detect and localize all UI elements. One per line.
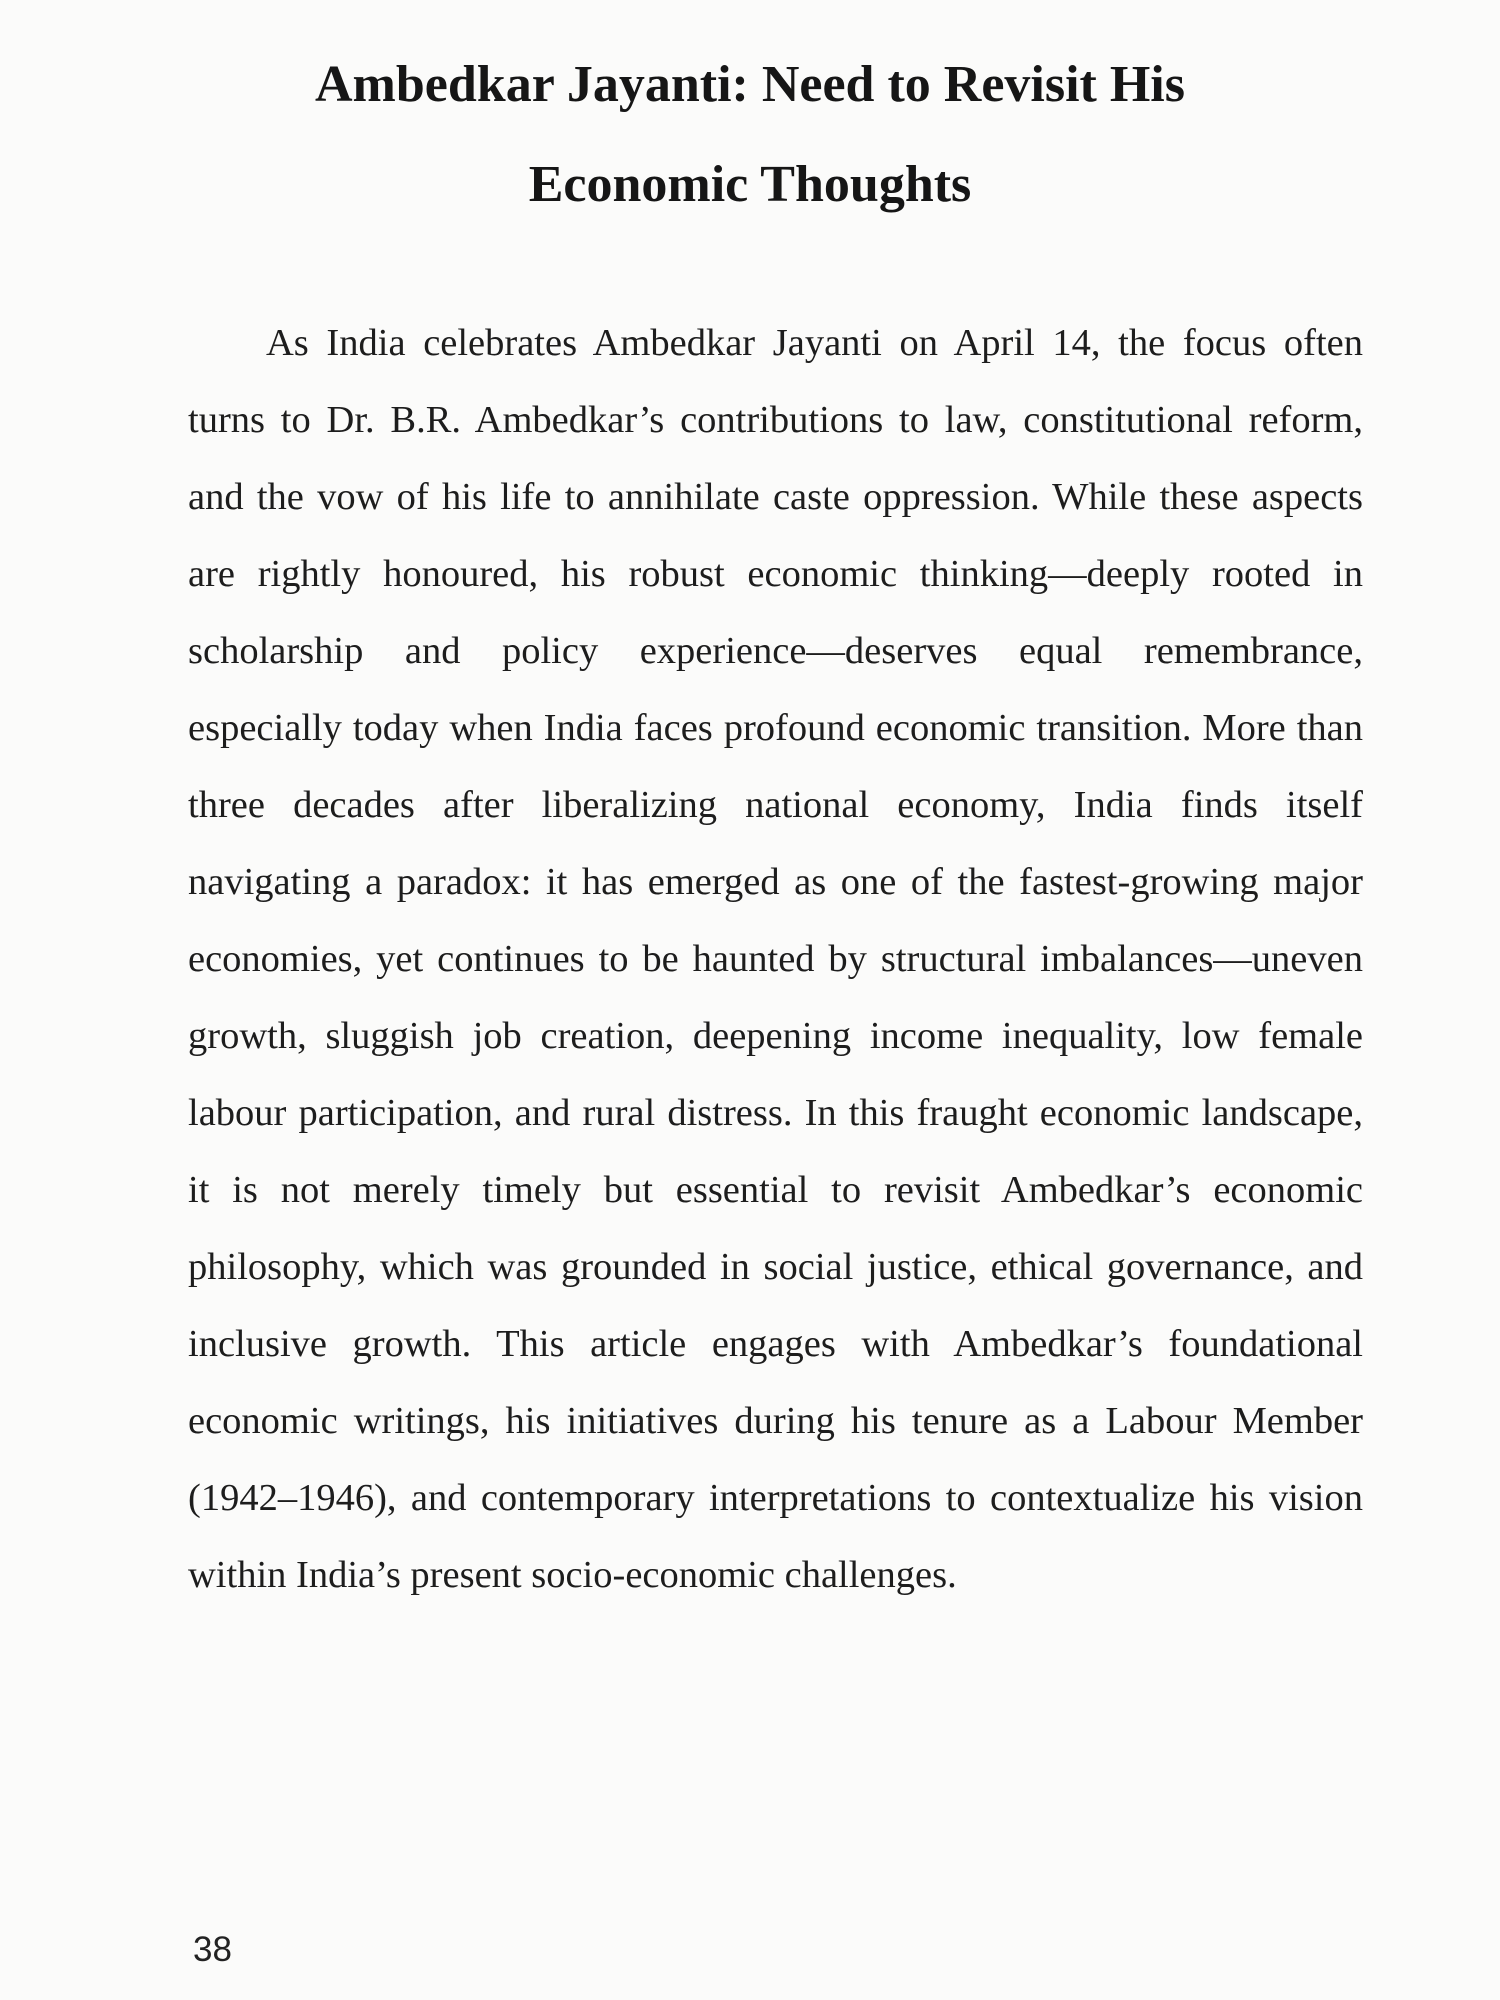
article-title-line-2: Economic Thoughts — [528, 156, 972, 213]
article-title-line-1: Ambedkar Jayanti: Need to Revisit His — [314, 56, 1185, 113]
article-body-paragraph: As India celebrates Ambedkar Jayanti on April 14, the focus often turns to Dr. B.R. Ambedkar’s contributions to law, constitutional reform, and the vow of his life to annihilate caste oppression. While these aspects are rightly honoured, his robust economic thinking—deeply rooted in scholarship and policy experience—deserves equal remembrance, especially today when India faces profound economic transition. More than three decades after liberalizing national economy, India finds itself navigating a paradox: it has emerged as one of the fastest-growing major economies, yet continues to be haunted by structural imbalances—uneven growth, sluggish job creation, deepening income inequality, low female labour participation, and rural distress. In this fraught economic landscape, it is not merely timely but essential to revisit Ambedkar’s economic philosophy, which was grounded in social justice, ethical governance, and inclusive growth. This article engages with Ambedkar’s foundational economic writings, his initiatives during his tenure as a Labour Member (1942–1946), and contemporary interpretations to contextualize his vision within India’s present socio-economic challenges. — [188, 322, 1363, 1596]
page-number: 38 — [193, 1930, 232, 1969]
